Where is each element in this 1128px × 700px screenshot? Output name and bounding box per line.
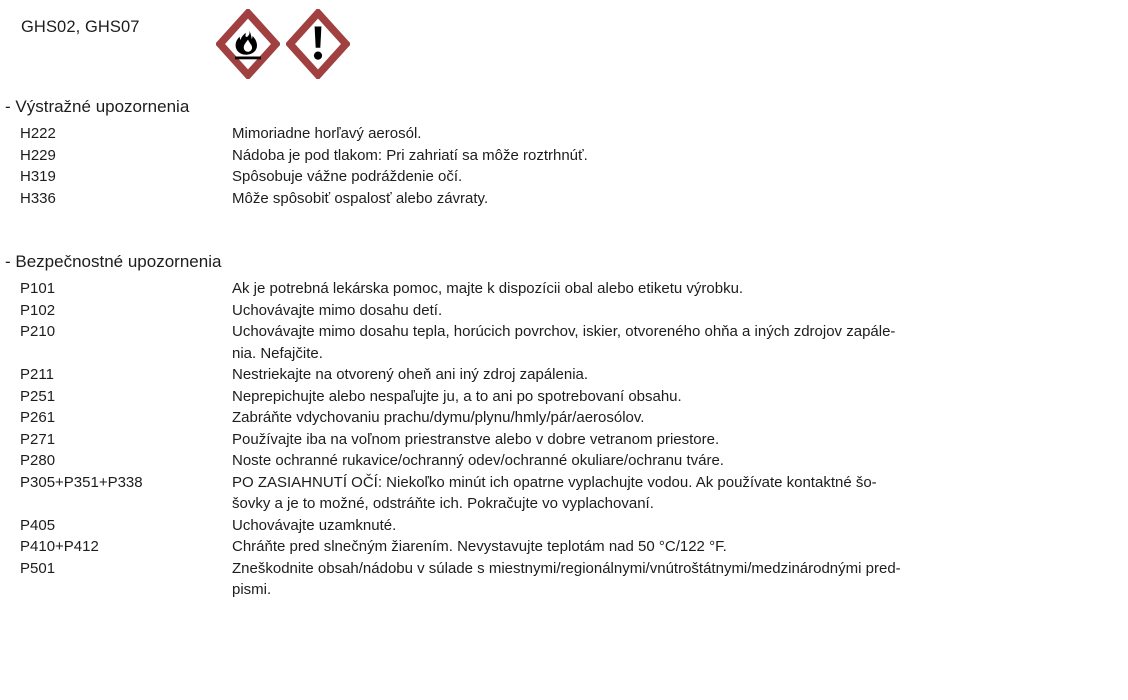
statement-text [232,278,1102,300]
statement-code: H229 [20,146,56,164]
statement-code: P271 [20,430,56,448]
precautionary-statements-section [0,251,1128,601]
statement-row [0,450,1128,472]
statement-row [0,188,1128,210]
statement-line: nia. Nefajčite. [232,344,323,362]
statement-row [0,123,1128,145]
statement-line: Nádoba je pod tlakom: Pri zahriatí sa môže roztrhnúť. [232,146,588,164]
statement-text [232,123,1102,145]
statement-text [232,364,1102,386]
statement-line: Neprepichujte alebo nespaľujte ju, a to ani po spotrebovaní obsahu. [232,387,682,405]
hazard-statements-section [0,96,1128,209]
ghs-codes-label: GHS02, GHS07 [21,18,140,36]
statement-code: P251 [20,387,56,405]
statement-line: Spôsobuje vážne podráždenie očí. [232,168,463,185]
statement-text [232,472,1102,515]
statement-code: P405 [20,516,56,534]
statement-text [232,145,1102,167]
statement-line: Ak je potrebná lekárska pomoc, majte k dispozícii obal alebo etiketu výrobku. [232,280,744,297]
hazard-statements-heading: - Výstražné upozornenia [5,97,190,116]
statement-line: Uchovávajte mimo dosahu detí. [232,301,443,319]
statement-row [0,321,1128,364]
statement-code: H319 [20,168,56,185]
statement-text [232,300,1102,322]
statement-text [232,188,1102,210]
statement-row [0,300,1128,322]
statement-row [0,278,1128,300]
precautionary-statements-heading: - Bezpečnostné upozornenia [5,252,222,271]
statement-text [232,386,1102,408]
statement-code: P211 [20,366,54,383]
statement-text [232,429,1102,451]
statement-line: Nestriekajte na otvorený oheň ani iný zdroj zapálenia. [232,366,589,383]
statement-text [232,558,1102,601]
statement-text [232,321,1102,364]
exclamation-mark-pictogram [286,9,350,79]
statement-row [0,145,1128,167]
statement-row [0,472,1128,515]
statement-line: Uchovávajte mimo dosahu tepla, horúcich povrchov, iskier, otvoreného ohňa a iných zdrojov zapále- [232,323,896,340]
statement-code: P305+P351+P338 [20,473,143,491]
statement-line: Používajte iba na voľnom priestranstve alebo v dobre vetranom priestore. [232,430,720,448]
statement-row [0,429,1128,451]
pictogram-group [216,9,350,79]
precautionary-statement-list [0,278,1128,601]
statement-code: P101 [20,280,56,297]
statement-code: P210 [20,323,56,340]
statement-text [232,515,1102,537]
pictogram-header-row [0,0,1128,92]
statement-line: Zneškodnite obsah/nádobu v súlade s miestnymi/regionálnymi/vnútroštátnymi/medzinárodnými pred- [232,559,901,577]
statement-line: Uchovávajte uzamknuté. [232,516,397,534]
flame-pictogram [216,9,280,79]
statement-code: P501 [20,559,56,577]
statement-row [0,386,1128,408]
statement-code: P410+P412 [20,538,99,555]
hazard-statement-list [0,123,1128,209]
statement-line: PO ZASIAHNUTÍ OČÍ: Niekoľko minút ich opatrne vyplachujte vodou. Ak používate kontaktné šo- [232,473,877,491]
statement-line: pismi. [232,581,272,598]
statement-row [0,515,1128,537]
statement-row [0,536,1128,558]
statement-text [232,166,1102,188]
statement-line: šovky a je to možné, odstráňte ich. Pokračujte vo vyplachovaní. [232,495,654,512]
statement-line: Môže spôsobiť ospalosť alebo závraty. [232,189,489,207]
statement-code: P102 [20,301,56,319]
statement-line: Zabráňte vdychovaniu prachu/dymu/plynu/hmly/pár/aerosólov. [232,409,645,426]
statement-row [0,558,1128,601]
statement-line: Mimoriadne horľavý aerosól. [232,125,422,142]
statement-line: Chráňte pred slnečným žiarením. Nevystavujte teplotám nad 50 °C/122 °F. [232,538,727,555]
statement-text [232,536,1102,558]
statement-row [0,166,1128,188]
statement-row [0,407,1128,429]
statement-code: H336 [20,189,56,207]
statement-code: P280 [20,452,56,469]
statement-code: H222 [20,125,56,142]
statement-text [232,407,1102,429]
statement-line: Noste ochranné rukavice/ochranný odev/ochranné okuliare/ochranu tváre. [232,452,724,469]
statement-code: P261 [20,409,56,426]
statement-text [232,450,1102,472]
statement-row [0,364,1128,386]
